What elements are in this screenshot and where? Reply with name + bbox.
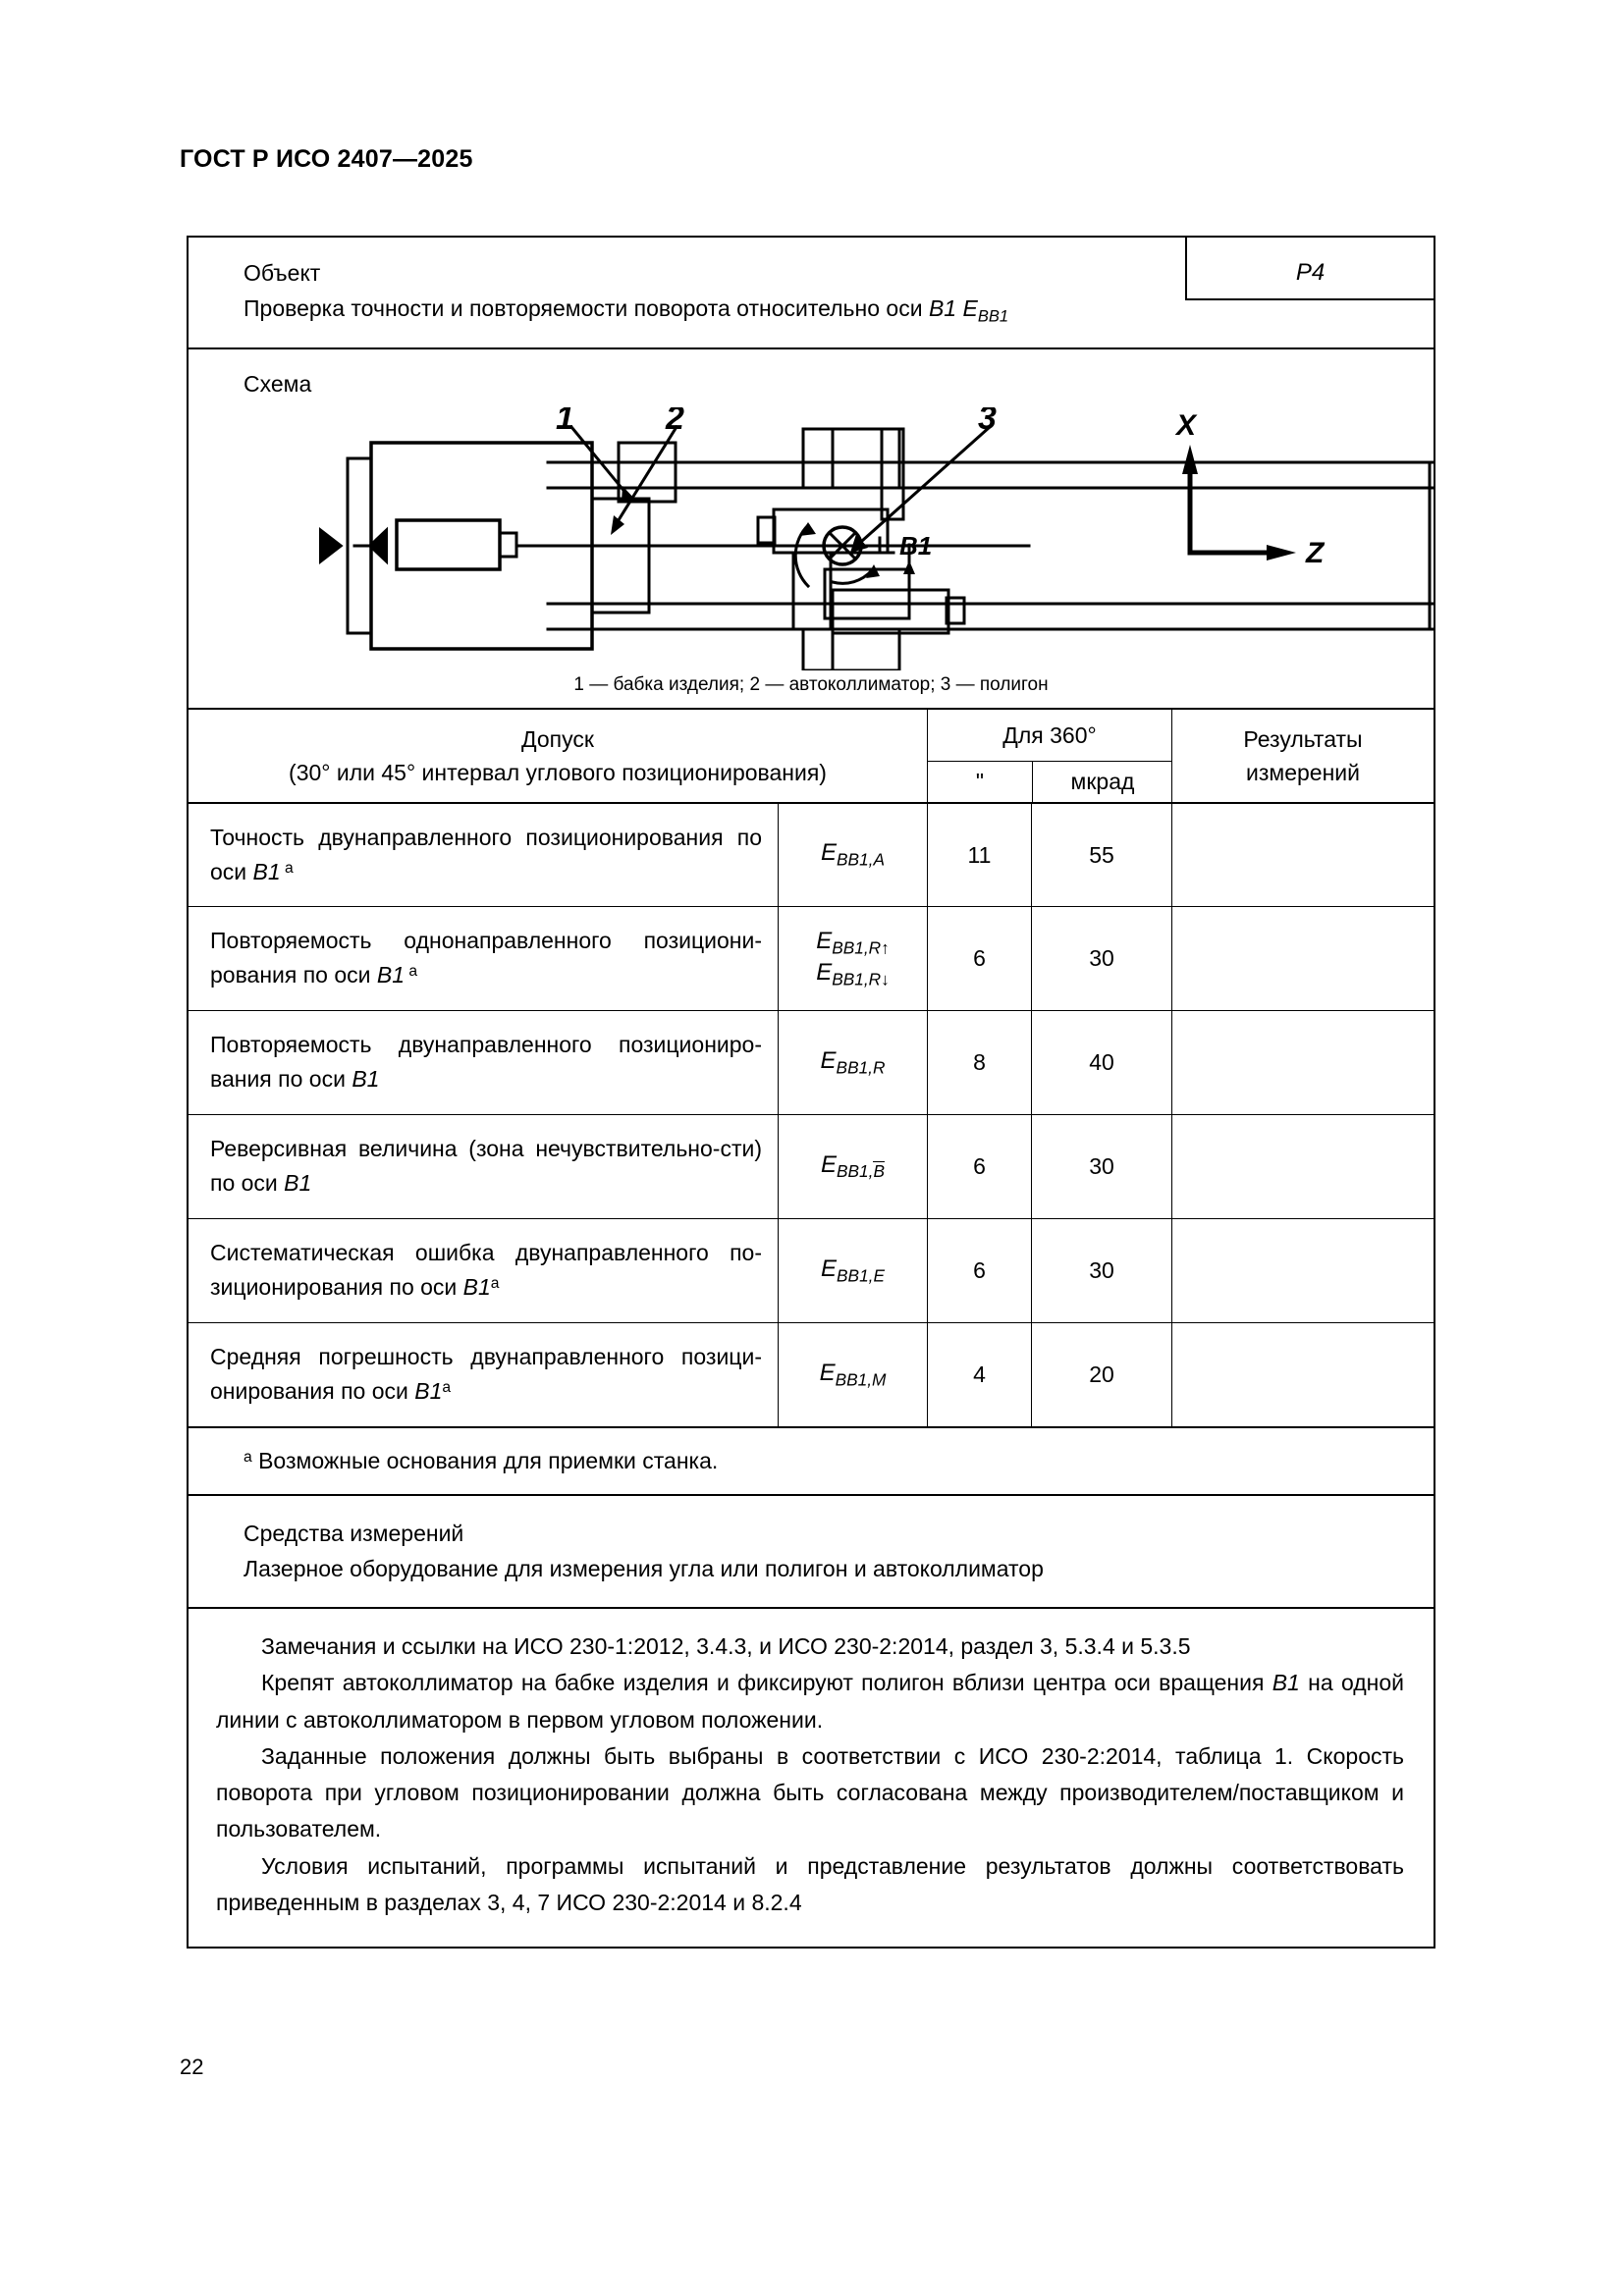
symbol-subscript: BB1,R↑ [832,937,890,958]
table-row [189,1010,1434,1114]
object-symbol-base: E [962,294,978,321]
tolerance-header [189,710,927,802]
axis-x-label: X [1176,409,1197,442]
row-symbol [778,1011,927,1114]
measuring-means-row [189,1494,1434,1608]
for-360-header: Для 360° [1002,721,1097,748]
object-row [189,238,1434,347]
symbol-subscript: BB1,A [837,849,885,870]
unit-header-group [928,761,1171,802]
row-value-mkrad: 20 [1031,1323,1171,1426]
remarks-paragraph-1: Замечания и ссылки на ИСО 230-1:2012, 3.4.3, и ИСО 230-2:2014, раздел 3, 5.3.4 и 5.3.5 [261,1633,1191,1660]
row-value-mkrad: 30 [1031,1115,1171,1218]
results-header-line1: Результаты [1243,725,1363,752]
row-footnote-marker: a [405,962,418,980]
symbol-base: E [821,839,838,867]
symbol-line [816,959,890,990]
callout-2-label: 2 [666,407,684,437]
row-description [189,804,778,906]
remarks-p2-part-b: на одной линии с автоколлиматором в первом угловом положении. [216,1670,1404,1733]
table-row [189,1322,1434,1426]
axis-z-label: Z [1306,537,1325,569]
remarks-p2-axis: B1 [1272,1670,1300,1696]
row-value-arcsec: 4 [927,1323,1031,1426]
remarks-paragraph-3: Заданные положения должны быть выбраны в соответствии с ИСО 230-2:2014, таблица 1. Скорость поворота при угловом позиционировании должна быть согласована между производителем/поставщиком и пользователем. [216,1742,1404,1842]
table-row [189,1218,1434,1322]
row-value-mkrad: 55 [1031,804,1171,906]
scheme-figure [244,407,1434,670]
symbol-subscript: BB1,M [835,1369,887,1390]
test-code-cell: P4 [1185,238,1434,300]
footnote-row [189,1426,1434,1494]
test-sheet-table [187,236,1435,1949]
remarks-p2-part-a: Крепят автоколлиматор на бабке изделия и фиксируют полигон вблизи центра оси вращения [261,1670,1272,1696]
row-axis-label: B1 [352,1065,380,1092]
row-value-arcsec: 11 [927,804,1031,906]
row-result-cell[interactable] [1171,907,1434,1010]
object-label: Объект [244,260,321,286]
tolerance-header-line2: (30° или 45° интервал углового позиционирования) [289,760,827,785]
callout-3-label: 3 [978,407,997,437]
unit-arcsec-header: " [975,769,985,794]
for-360-header-group [927,710,1171,802]
table-row [189,1114,1434,1218]
row-axis-label: B1 [284,1169,312,1196]
row-axis-label: B1 [376,961,406,988]
row-result-cell[interactable] [1171,1115,1434,1218]
remarks-row [189,1607,1434,1947]
object-symbol-sub: BB1 [977,305,1009,325]
row-axis-label: B1 [252,858,281,884]
scheme-row [189,347,1434,708]
symbol-subscript: BB1,R↓ [832,969,890,989]
object-description-text: Проверка точности и повторяемости поворота относительно оси [244,294,929,321]
symbol-base: E [820,1046,837,1074]
row-description-text: Повторяемость двунаправленного позициониро-вания по оси [210,1032,762,1092]
symbol-overbar: B [873,1161,885,1182]
row-description-text: Реверсивная величина (зона нечувствительно-сти) по оси [210,1136,762,1196]
object-cell [189,238,1185,347]
results-header [1171,710,1434,802]
rotation-axis-label: B1 [899,531,933,561]
remarks-paragraph-4: Условия испытаний, программы испытаний и представление результатов должны соответствовать приведенным в разделах 3, 4, 7 ИСО 230-2:2014 и 8.2.4 [216,1852,1404,1915]
row-symbol [778,907,927,1010]
scheme-cell [189,349,1434,708]
row-result-cell[interactable] [1171,804,1434,906]
symbol-line [821,839,885,871]
measuring-means-label: Средства измерений [244,1520,464,1546]
symbol-line [821,1151,885,1183]
row-value-mkrad: 30 [1031,907,1171,1010]
row-footnote-marker: a [280,859,294,877]
row-footnote-marker: a [490,1274,500,1292]
object-description [244,292,1185,329]
symbol-line [820,1360,887,1391]
symbol-base: E [821,1150,838,1178]
row-result-cell[interactable] [1171,1323,1434,1426]
row-symbol [778,1323,927,1426]
row-description-text: Систематическая ошибка двунаправленного по-зиционирования по оси [210,1240,762,1300]
symbol-line [821,1047,886,1079]
symbol-base: E [819,1359,836,1386]
row-result-cell[interactable] [1171,1011,1434,1114]
symbol-subscript: BB1,B [837,1161,885,1182]
row-symbol [778,1219,927,1322]
row-value-arcsec: 6 [927,907,1031,1010]
row-description-text: Повторяемость однонаправленного позициони-рования по оси [210,928,762,988]
row-symbol [778,804,927,906]
row-description-text: Точность двунаправленного позиционирования по оси [210,825,762,884]
footnote-marker: a [244,1448,252,1466]
table-header-row [189,708,1434,802]
unit-mkrad-header: мкрад [1032,762,1172,802]
object-axis: B1 [928,294,957,321]
symbol-subscript: BB1,E [837,1265,885,1286]
remarks-paragraph-2 [216,1665,1404,1738]
page-number: 22 [180,2055,204,2079]
figure-caption: 1 — бабка изделия; 2 — автоколлиматор; 3 — полигон [573,674,1049,695]
row-axis-label: B1 [414,1377,443,1404]
row-description [189,1115,778,1218]
row-description [189,1011,778,1114]
row-description [189,1219,778,1322]
row-value-arcsec: 6 [927,1115,1031,1218]
row-description-text: Средняя погрешность двунаправленного позици-онирования по оси [210,1344,762,1404]
row-value-mkrad: 30 [1031,1219,1171,1322]
machine-diagram-svg [244,407,1434,670]
symbol-base: E [816,927,833,954]
row-description [189,1323,778,1426]
symbol-subscript: BB1,R [836,1057,886,1078]
symbol-base: E [821,1255,838,1282]
table-body [189,802,1434,1426]
measuring-means-text: Лазерное оборудование для измерения угла или полигон и автоколлиматор [244,1556,1044,1582]
row-axis-label: B1 [462,1273,491,1300]
table-row [189,802,1434,906]
symbol-line [821,1255,885,1287]
tolerance-header-line1: Допуск [521,725,594,752]
symbol-base: E [816,958,833,986]
results-header-line2: измерений [1246,760,1360,785]
row-value-mkrad: 40 [1031,1011,1171,1114]
document-header: ГОСТ Р ИСО 2407—2025 [180,145,473,173]
table-row [189,906,1434,1010]
row-result-cell[interactable] [1171,1219,1434,1322]
callout-1-label: 1 [556,407,574,437]
row-description [189,907,778,1010]
scheme-label: Схема [244,371,312,397]
row-value-arcsec: 8 [927,1011,1031,1114]
symbol-line [816,928,890,959]
row-footnote-marker: a [442,1378,452,1396]
row-value-arcsec: 6 [927,1219,1031,1322]
footnote-text: Возможные основания для приемки станка. [258,1448,719,1473]
row-symbol [778,1115,927,1218]
